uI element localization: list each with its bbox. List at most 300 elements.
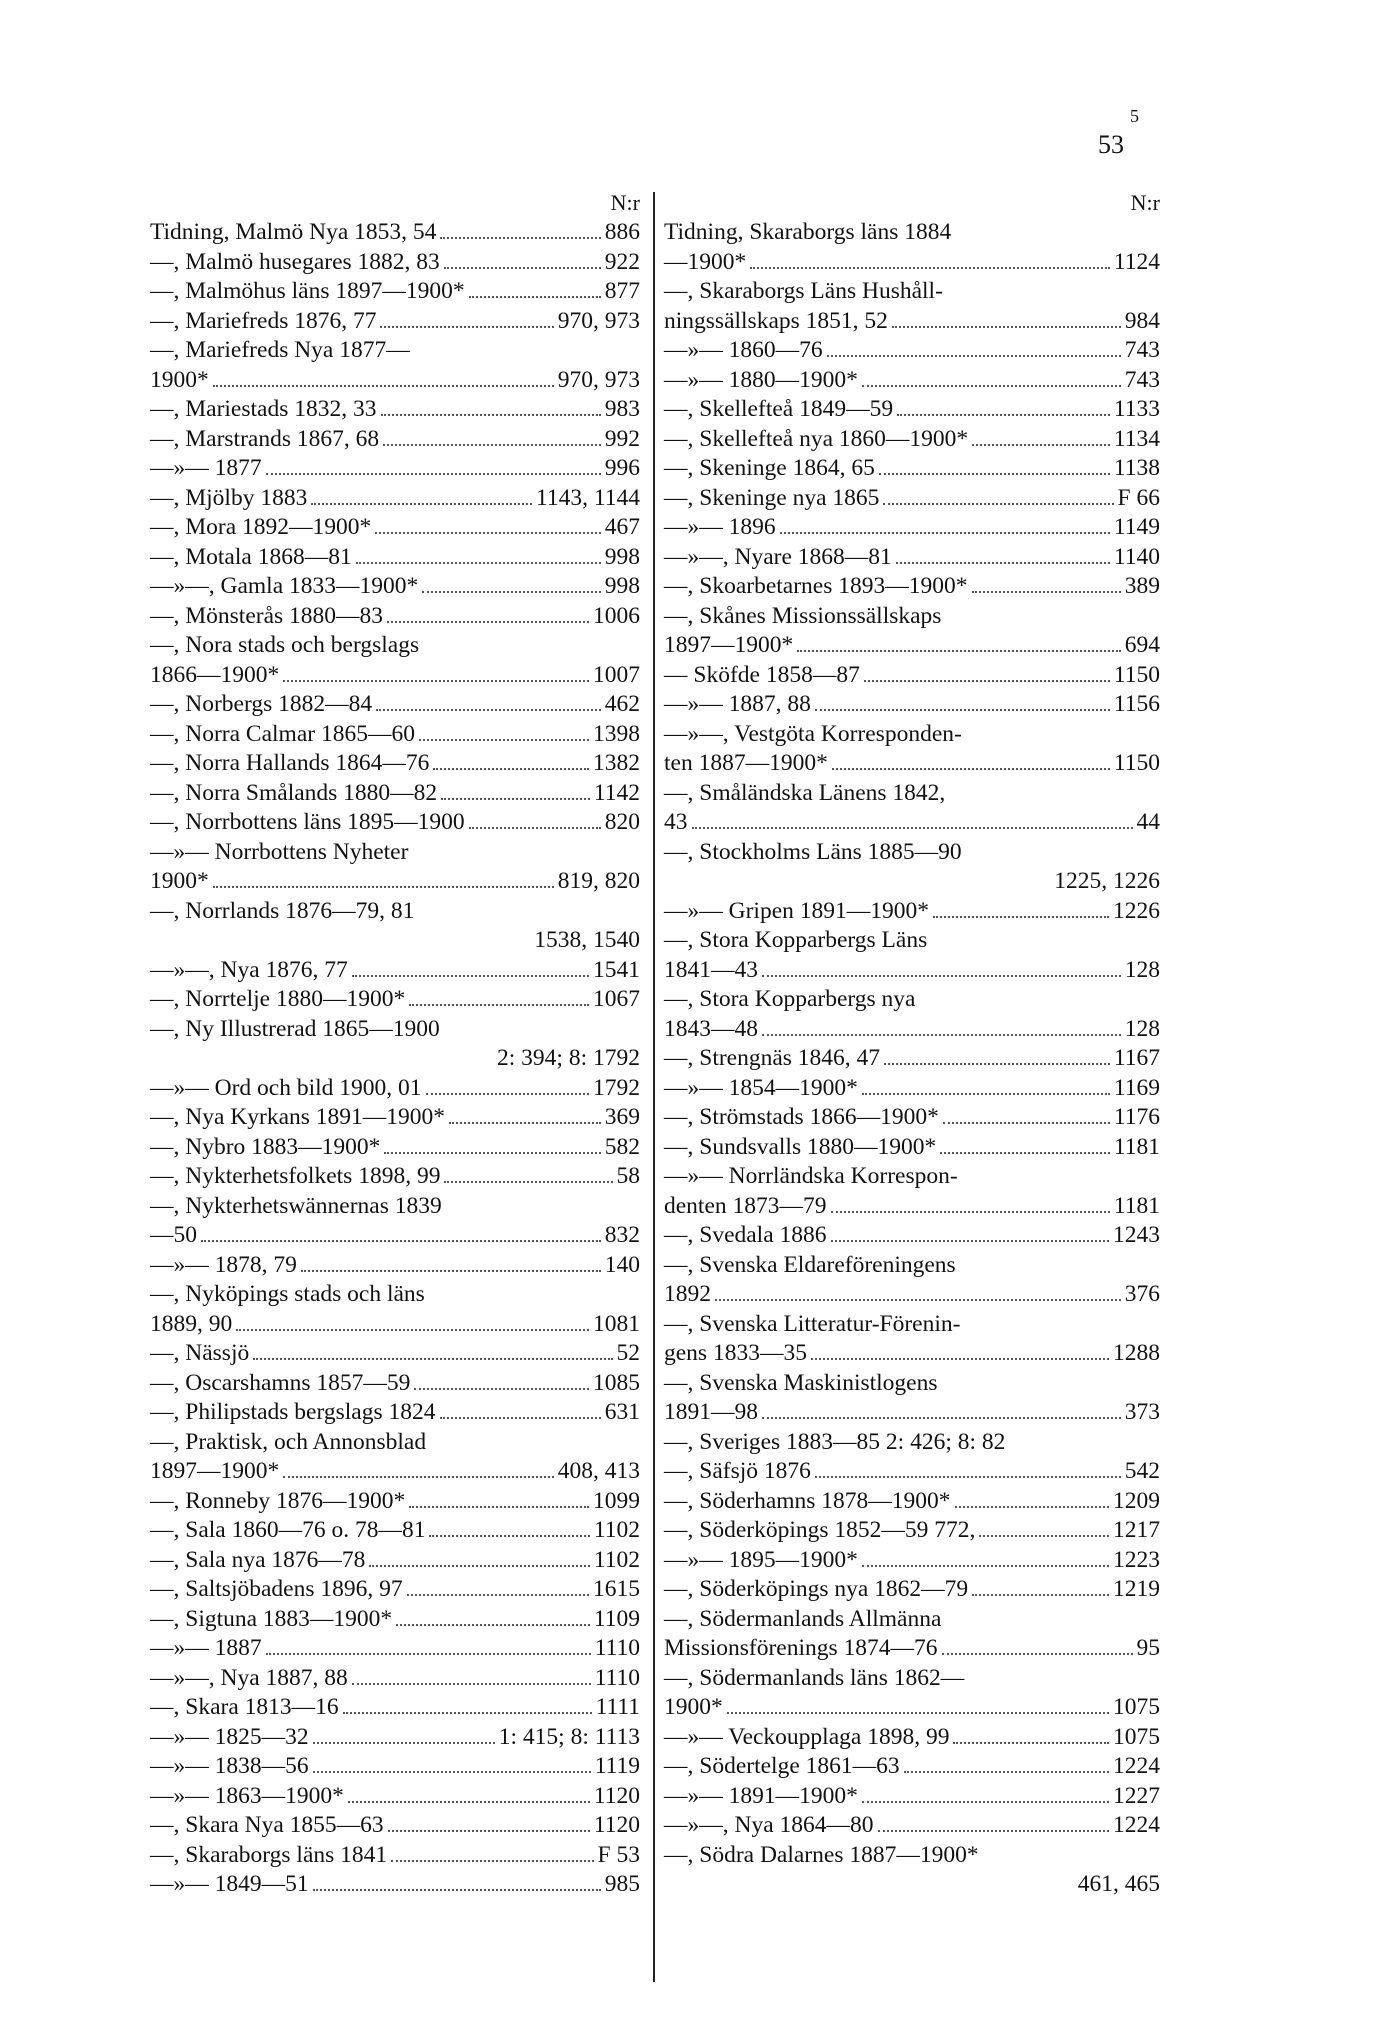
dot-leader: [904, 1771, 1109, 1773]
dot-leader: [433, 768, 589, 770]
dot-leader: [750, 267, 1110, 269]
index-entry: [664, 690, 1160, 720]
entry-title: —, Norrbottens läns 1895—1900: [150, 809, 465, 835]
dot-leader: [831, 1240, 1109, 1242]
dot-leader: [283, 1476, 554, 1478]
entry-title: —»— 1854—1900*: [664, 1074, 858, 1101]
entry-number: 1120: [593, 1782, 640, 1809]
entry-title: —, Nyköpings stads och läns: [150, 1281, 425, 1307]
entry-title: —, Svenska Litteratur-Förenin-: [664, 1310, 961, 1337]
dot-leader: [831, 1211, 1110, 1213]
index-entry: [150, 1133, 640, 1163]
dot-leader: [897, 414, 1110, 416]
index-entry: [664, 248, 1160, 278]
entry-title: —, Sundsvalls 1880—1900*: [664, 1133, 937, 1160]
entry-number: 128: [1124, 956, 1160, 983]
index-entry: [664, 1782, 1160, 1812]
index-entry: [664, 366, 1160, 396]
entry-title: —, Svenska Eldareföreningens: [664, 1251, 956, 1278]
entry-title: —, Skånes Missionssällskaps: [664, 602, 942, 629]
entry-title: ten 1887—1900*: [664, 750, 828, 776]
entry-number: 1134: [1113, 425, 1160, 452]
index-column-left: [150, 188, 640, 1900]
entry-number: 542: [1124, 1458, 1160, 1484]
index-entry: [664, 1015, 1160, 1045]
dot-leader: [727, 1712, 1109, 1714]
dot-leader: [419, 739, 589, 741]
entry-number: 1067: [593, 986, 640, 1012]
index-entry: [150, 897, 640, 927]
entry-title: Missionsförenings 1874—76: [664, 1635, 938, 1661]
index-entry: [664, 513, 1160, 543]
dot-leader: [892, 326, 1121, 328]
entry-number: 1541: [593, 956, 640, 983]
entry-number: 1081: [593, 1310, 640, 1337]
index-entry: [150, 1575, 640, 1605]
index-entry: [150, 336, 640, 366]
entry-title: —, Söderköpings nya 1862—79: [664, 1576, 969, 1602]
dot-leader: [862, 1801, 1109, 1803]
dot-leader: [426, 1093, 589, 1095]
index-entry: [150, 1251, 640, 1281]
dot-leader: [440, 237, 600, 239]
entry-number: 1243: [1113, 1222, 1160, 1248]
index-entry: [664, 749, 1160, 779]
column-header: N:r: [1130, 190, 1160, 215]
index-entry: [150, 543, 640, 573]
index-entry: [664, 425, 1160, 455]
index-entry: [150, 1782, 640, 1812]
index-entry: [150, 1310, 640, 1340]
entry-title: —, Strömstads 1866—1900*: [664, 1104, 939, 1130]
dot-leader: [313, 1889, 601, 1891]
entry-title: —»— 1863—1900*: [150, 1782, 344, 1809]
entry-title: —, Philipstads bergslags 1824: [150, 1399, 436, 1425]
entry-title: 43: [664, 809, 688, 835]
index-entry: [150, 1664, 640, 1694]
dot-leader: [953, 1742, 1109, 1744]
entry-list: [664, 218, 1160, 1900]
entry-number: F 53: [597, 1841, 640, 1868]
entry-title: —, Oscarshamns 1857—59: [150, 1369, 411, 1396]
index-entry: [150, 1044, 640, 1074]
entry-title: —»— Veckoupplaga 1898, 99: [664, 1723, 950, 1750]
entry-number: 1288: [1113, 1340, 1160, 1366]
dot-leader: [762, 975, 1121, 977]
entry-title: —, Stora Kopparbergs nya: [664, 986, 916, 1012]
entry-list: [150, 218, 640, 1900]
dot-leader: [283, 680, 589, 682]
entry-title: —, Södra Dalarnes 1887—1900*: [664, 1841, 979, 1868]
entry-number: 369: [604, 1104, 640, 1130]
index-entry: [664, 1516, 1160, 1546]
index-entry: [664, 1605, 1160, 1635]
dot-leader: [715, 1299, 1121, 1301]
index-entry: [664, 1841, 1160, 1871]
dot-leader: [444, 267, 601, 269]
entry-title: —»—, Nyare 1868—81: [664, 543, 892, 570]
dot-leader: [879, 473, 1110, 475]
entry-number: 1227: [1113, 1782, 1160, 1809]
dot-leader: [422, 591, 600, 593]
entry-title: —, Skara 1813—16: [150, 1694, 339, 1720]
index-entry: [150, 985, 640, 1015]
index-entry: [150, 1811, 640, 1841]
dot-leader: [440, 1417, 601, 1419]
index-entry: [664, 1192, 1160, 1222]
entry-title: —, Mariestads 1832, 33: [150, 396, 377, 422]
index-entry: [664, 454, 1160, 484]
entry-number: 467: [604, 514, 640, 540]
index-entry: [150, 690, 640, 720]
index-entry: [150, 956, 640, 986]
dot-leader: [213, 886, 554, 888]
dot-leader: [396, 1624, 590, 1626]
index-entry: [150, 1693, 640, 1723]
entry-title: 1900*: [150, 366, 209, 393]
dot-leader: [883, 503, 1113, 505]
entry-title: —, Strengnäs 1846, 47: [664, 1045, 881, 1071]
index-entry: [150, 484, 640, 514]
dot-leader: [972, 1594, 1109, 1596]
entry-title: —, Motala 1868—81: [150, 543, 352, 570]
index-entry: [664, 1752, 1160, 1782]
index-entry: [150, 720, 640, 750]
dot-leader: [862, 1565, 1109, 1567]
index-entry: [664, 956, 1160, 986]
index-entry: [664, 602, 1160, 632]
page-number: 53: [1098, 130, 1124, 159]
index-entry: [150, 248, 640, 278]
index-entry: [150, 1516, 640, 1546]
index-entry: [150, 749, 640, 779]
entry-number: 832: [604, 1222, 640, 1248]
entry-title: —, Norra Hallands 1864—76: [150, 750, 430, 776]
dot-leader: [387, 621, 589, 623]
entry-title: —»— 1880—1900*: [664, 366, 858, 393]
dot-leader: [943, 1122, 1110, 1124]
index-entry: [664, 395, 1160, 425]
entry-number: 1181: [1113, 1192, 1160, 1219]
index-entry: [150, 425, 640, 455]
dot-leader: [979, 1535, 1109, 1537]
entry-title: —, Skara Nya 1855—63: [150, 1812, 384, 1838]
entry-title: —, Norra Calmar 1865—60: [150, 720, 415, 747]
entry-number: 44: [1136, 809, 1160, 835]
entry-title: —, Nässjö: [150, 1340, 250, 1366]
entry-number: 1223: [1113, 1546, 1160, 1573]
entry-title: —»—, Nya 1876, 77: [150, 956, 348, 983]
entry-title: —, Norrtelje 1880—1900*: [150, 986, 406, 1012]
index-entry: [150, 572, 640, 602]
index-entry: [664, 1487, 1160, 1517]
entry-title: —, Södermanlands läns 1862—: [664, 1664, 965, 1691]
entry-number: 1120: [593, 1812, 640, 1838]
dot-leader: [762, 1417, 1121, 1419]
entry-number: 1140: [1113, 543, 1160, 570]
index-entry: [150, 661, 640, 691]
entry-title: 1841—43: [664, 956, 758, 983]
index-entry: [664, 1693, 1160, 1723]
entry-number: 1150: [1113, 750, 1160, 776]
dot-leader: [375, 532, 600, 534]
dot-leader: [414, 1388, 589, 1390]
dot-leader: [409, 1506, 589, 1508]
entry-title: 1889, 90: [150, 1310, 233, 1337]
dot-leader: [301, 1270, 601, 1272]
dot-leader: [384, 1152, 600, 1154]
entry-number: 998: [604, 543, 640, 570]
entry-title: —, Mariefreds 1876, 77: [150, 307, 377, 334]
index-entry: [150, 808, 640, 838]
entry-title: —»—, Gamla 1833—1900*: [150, 573, 419, 599]
index-entry: [150, 1752, 640, 1782]
dot-leader: [213, 385, 554, 387]
entry-number: 985: [604, 1871, 640, 1897]
index-entry: [664, 1339, 1160, 1369]
dot-leader: [955, 1506, 1109, 1508]
index-entry: [664, 277, 1160, 307]
index-entry: [664, 1103, 1160, 1133]
dot-leader: [864, 680, 1110, 682]
entry-number: 1143, 1144: [535, 484, 640, 511]
entry-number: 462: [604, 691, 640, 717]
entry-title: —, Nybro 1883—1900*: [150, 1133, 381, 1160]
entry-number: 1102: [593, 1517, 640, 1543]
entry-title: ningssällskaps 1851, 52: [664, 307, 888, 334]
index-entry: [150, 1723, 640, 1753]
index-entry: [150, 1428, 640, 1458]
entry-number: 58: [616, 1163, 640, 1189]
entry-title: —»— 1860—76: [664, 337, 823, 363]
entry-title: —, Marstrands 1867, 68: [150, 425, 380, 452]
entry-title: —»— 1825—32: [150, 1723, 309, 1750]
index-entry: [664, 897, 1160, 927]
entry-title: —, Södertelge 1861—63: [664, 1753, 900, 1779]
dot-leader: [972, 444, 1110, 446]
entry-title: —, Stora Kopparbergs Läns: [664, 927, 928, 953]
entry-number: 1006: [593, 602, 640, 629]
entry-title: —»— 1891—1900*: [664, 1782, 858, 1809]
dot-leader: [343, 1712, 592, 1714]
dot-leader: [933, 916, 1109, 918]
entry-number: 52: [616, 1340, 640, 1366]
index-entry: [664, 1251, 1160, 1281]
index-entry: [150, 602, 640, 632]
entry-number: 983: [604, 396, 640, 422]
entry-title: —, Malmöhus läns 1897—1900*: [150, 278, 465, 304]
entry-number: 1075: [1113, 1694, 1160, 1720]
index-entry: [664, 1546, 1160, 1576]
entry-number: 1102: [593, 1546, 640, 1573]
index-entry: [664, 572, 1160, 602]
entry-number: 1792: [593, 1074, 640, 1101]
index-entry: [664, 661, 1160, 691]
dot-leader: [884, 1063, 1110, 1065]
index-entry: [150, 631, 640, 661]
entry-title: —, Stockholms Läns 1885—90: [664, 838, 962, 865]
entry-number: 970, 973: [557, 366, 640, 393]
index-entry: [150, 1339, 640, 1369]
entry-number: 984: [1124, 307, 1160, 334]
entry-title: —»—, Vestgöta Korresponden-: [664, 720, 962, 747]
entry-title: —, Norrlands 1876—79, 81: [150, 897, 415, 924]
entry-title: —, Nykterhetsfolkets 1898, 99: [150, 1163, 441, 1189]
dot-leader: [862, 385, 1121, 387]
page-mark: 5: [1130, 106, 1139, 126]
dot-leader: [407, 1594, 589, 1596]
entry-title: —»—, Nya 1887, 88: [150, 1664, 348, 1691]
entry-title: —, Norbergs 1882—84: [150, 691, 373, 717]
entry-number: 1: 415; 8: 1113: [498, 1723, 640, 1750]
index-entry: [150, 926, 640, 956]
index-entry: [664, 543, 1160, 573]
entry-title: 1900*: [150, 868, 209, 894]
index-entry: [664, 1811, 1160, 1841]
entry-number: 1138: [1113, 455, 1160, 481]
dot-leader: [352, 975, 589, 977]
entry-title: —, Norra Smålands 1880—82: [150, 779, 438, 806]
dot-leader: [311, 503, 532, 505]
entry-title: —, Ny Illustrerad 1865—1900: [150, 1015, 440, 1042]
index-entry: [664, 1310, 1160, 1340]
entry-number: 1124: [1113, 248, 1160, 275]
entry-number: 1169: [1113, 1074, 1160, 1101]
index-entry: [150, 277, 640, 307]
index-entry: [150, 1870, 640, 1900]
index-entry: [664, 1133, 1160, 1163]
entry-title: —, Skellefteå nya 1860—1900*: [664, 425, 969, 452]
dot-leader: [940, 1152, 1110, 1154]
entry-number: 1224: [1113, 1753, 1160, 1779]
entry-number: 996: [604, 455, 640, 481]
entry-title: 1843—48: [664, 1015, 758, 1042]
dot-leader: [236, 1329, 589, 1331]
dot-leader: [972, 591, 1121, 593]
dot-leader: [388, 1830, 590, 1832]
index-entry: [150, 1221, 640, 1251]
entry-number: 128: [1124, 1015, 1160, 1042]
index-entry: [664, 926, 1160, 956]
entry-number: 1217: [1113, 1517, 1160, 1543]
entry-title: —, Mariefreds Nya 1877—: [150, 337, 410, 363]
dot-leader: [832, 768, 1110, 770]
entry-title: —, Mönsterås 1880—83: [150, 602, 384, 629]
index-entry: [664, 1162, 1160, 1192]
entry-title: —, Praktisk, och Annonsblad: [150, 1428, 427, 1455]
dot-leader: [469, 827, 601, 829]
entry-title: —, Sveriges 1883—85 2: 426; 8: 82: [664, 1428, 1006, 1455]
entry-title: —, Södermanlands Allmänna: [664, 1605, 942, 1632]
entry-title: 1866—1900*: [150, 661, 280, 688]
entry-number: 1209: [1113, 1487, 1160, 1514]
index-entry: [150, 1487, 640, 1517]
dot-leader: [266, 473, 601, 475]
entry-number: 877: [604, 278, 640, 304]
entry-title: —, Svenska Maskinistlogens: [664, 1369, 938, 1396]
entry-number: 1085: [593, 1369, 640, 1396]
index-entry: [150, 513, 640, 543]
entry-number: 376: [1124, 1281, 1160, 1307]
index-entry: [150, 218, 640, 248]
entry-number: 1219: [1113, 1576, 1160, 1602]
index-entry: [150, 1074, 640, 1104]
index-entry: [664, 1398, 1160, 1428]
entry-number: 1398: [593, 720, 640, 747]
entry-number: 1133: [1113, 396, 1160, 422]
entry-title: —, Saltsjöbadens 1896, 97: [150, 1576, 403, 1602]
entry-title: —, Malmö husegares 1882, 83: [150, 248, 440, 275]
entry-title: —, Svedala 1886: [664, 1222, 827, 1248]
index-entry: [664, 1428, 1160, 1458]
entry-title: Tidning, Skaraborgs läns 1884: [664, 219, 952, 245]
entry-number: 819, 820: [557, 868, 640, 894]
entry-number: 373: [1124, 1399, 1160, 1425]
index-entry: [150, 1398, 640, 1428]
entry-title: 1897—1900*: [150, 1458, 280, 1484]
dot-leader: [381, 414, 601, 416]
entry-number: 970, 973: [557, 307, 640, 334]
entry-title: —»— 1896: [664, 514, 776, 540]
entry-title: 1891—98: [664, 1399, 758, 1425]
entry-title: —, Skeninge 1864, 65: [664, 455, 875, 481]
entry-title: 1892: [664, 1281, 711, 1307]
dot-leader: [896, 562, 1110, 564]
index-entry: [150, 1015, 640, 1045]
entry-number: 1176: [1113, 1104, 1160, 1130]
entry-title: —, Småländska Länens 1842,: [664, 779, 946, 806]
entry-number: 1111: [595, 1694, 640, 1720]
dot-leader: [811, 1358, 1109, 1360]
entry-number: 1109: [593, 1605, 640, 1632]
entry-number: 1156: [1113, 691, 1160, 717]
dot-leader: [356, 562, 601, 564]
index-entry: [664, 1575, 1160, 1605]
entry-number: 1224: [1113, 1812, 1160, 1838]
entry-number: 408, 413: [557, 1458, 640, 1484]
entry-number: 461, 465: [1077, 1871, 1160, 1897]
index-entry: [664, 1457, 1160, 1487]
entry-title: —, Mora 1892—1900*: [150, 514, 372, 540]
dot-leader: [780, 532, 1110, 534]
entry-title: —»— Ord och bild 1900, 01: [150, 1074, 422, 1101]
dot-leader: [444, 1181, 612, 1183]
entry-title: —, Mjölby 1883: [150, 484, 308, 511]
entry-title: —, Sala 1860—76 o. 78—81: [150, 1517, 426, 1543]
dot-leader: [692, 827, 1133, 829]
entry-number: 1007: [593, 661, 640, 688]
index-entry: [150, 454, 640, 484]
index-entry: [664, 1723, 1160, 1753]
entry-number: 1167: [1113, 1045, 1160, 1071]
index-entry: [664, 1221, 1160, 1251]
column-header: N:r: [610, 190, 640, 215]
dot-leader: [313, 1742, 495, 1744]
dot-leader: [878, 1830, 1109, 1832]
index-entry: [664, 867, 1160, 897]
index-entry: [664, 720, 1160, 750]
entry-title: —»—, Nya 1864—80: [664, 1812, 874, 1838]
entry-number: 1099: [593, 1487, 640, 1514]
index-entry: [150, 1841, 640, 1871]
dot-leader: [383, 444, 601, 446]
entry-number: 95: [1136, 1635, 1160, 1661]
dot-leader: [862, 1093, 1110, 1095]
entry-number: 1226: [1113, 897, 1160, 924]
dot-leader: [253, 1358, 612, 1360]
index-column-right: [664, 188, 1160, 1900]
entry-title: —, Nora stads och bergslags: [150, 632, 420, 658]
